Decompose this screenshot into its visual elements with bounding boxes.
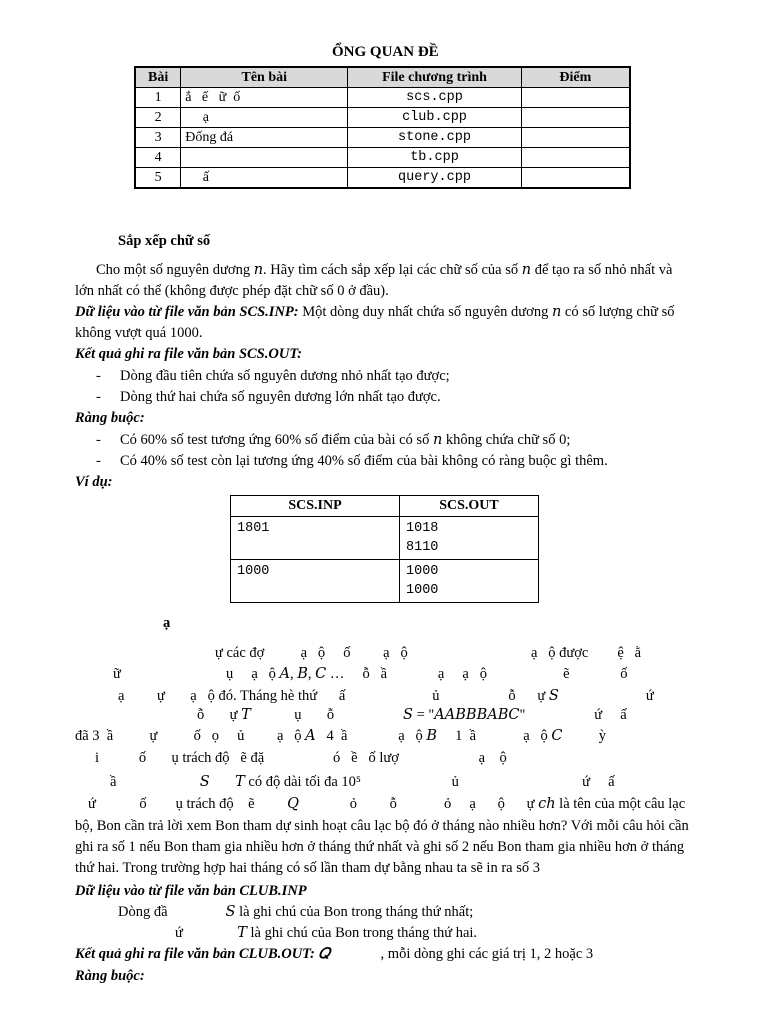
header-cell: Điểm: [521, 67, 630, 88]
problem-summary-table: [134, 66, 631, 189]
table-cell: 2: [135, 108, 181, 128]
table-cell: 1: [135, 88, 181, 108]
input-text: Một dòng duy nhất chứa số nguyên dương 𝑛 có số lượng chữ số: [298, 304, 675, 320]
problem-2-text: đã 3 ầ ự ố ọ ủ ạ ộ 𝐴 4 ầ ạ ộ 𝐵 1 ầ ạ ộ 𝐶 ỳ: [75, 728, 607, 744]
table-cell: [521, 88, 630, 108]
table-row: [135, 88, 630, 108]
table-cell: [521, 148, 630, 168]
table-cell: 4: [135, 148, 181, 168]
club-constraints-label: Ràng buộc:: [75, 968, 145, 984]
table-cell: [181, 148, 348, 168]
list-item: - Có 40% số test còn lại tương ứng 40% số điểm của bài không có ràng buộc gì thêm.: [96, 453, 608, 469]
problem-2-text: ự các đợ ạ ộ ố ạ ộ ạ ộ được ệ ằ: [215, 645, 642, 661]
table-cell: [400, 517, 539, 560]
table-cell: club.cpp: [348, 108, 521, 128]
header-cell: Bài: [135, 67, 181, 88]
problem-2-text: ỗ ự 𝑇 ụ ỗ 𝑆 = "𝐴𝐴𝐵𝐵𝐵𝐴𝐵𝐶" ứ ấ: [197, 707, 627, 723]
example-label: Ví dụ:: [75, 474, 113, 490]
problem-2-text: bộ, Bon cần trả lời xem Bon tham dự sinh hoạt câu lạc bộ đó ở tháng nào nhiều hơn? Với mỗi câu hỏi cần: [75, 818, 689, 834]
problem-2-text: ứ ố ụ trách độ ẽ 𝑄 ỏ ỗ ỏ ạ ộ ự 𝑐ℎ là tên của một câu lạc: [88, 796, 686, 812]
club-output-text: , mỗi dòng ghi các giá trị 1, 2 hoặc 3: [329, 946, 594, 962]
club-output-line: [75, 944, 593, 964]
club-input-line: ứ 𝑇 là ghi chú của Bon trong tháng thứ hai.: [175, 925, 478, 941]
header-cell: SCS.INP: [231, 496, 400, 517]
table-cell: [521, 108, 630, 128]
page-title: ỔNG QUAN ĐỀ: [332, 44, 439, 60]
table-row: [135, 128, 630, 148]
cell-line: 1000: [406, 583, 439, 598]
table-cell: Đống đá: [181, 128, 348, 148]
table-row: [135, 168, 630, 189]
list-item-text: Dòng đầu tiên chứa số nguyên dương nhỏ nhất tạo được;: [120, 368, 450, 384]
table-row: [135, 108, 630, 128]
table-cell: query.cpp: [348, 168, 521, 189]
table-cell: [231, 517, 400, 560]
table-cell: [231, 560, 400, 603]
list-item-text: Có 60% số test tương ứng 60% số điểm của bài có số 𝑛 không chứa chữ số 0;: [120, 432, 571, 448]
problem-1-input-cont: không vượt quá 1000.: [75, 325, 203, 341]
table-cell: ắ ế ữ ố: [181, 88, 348, 108]
problem-2-text: ạ ự ạ ộ đó. Tháng hè thứ ấ ủ ỗ ự 𝑆 ứ: [118, 688, 654, 704]
list-item: - Dòng thứ hai chứa số nguyên dương lớn nhất tạo được.: [96, 389, 441, 405]
header-cell: File chương trình: [348, 67, 521, 88]
table-cell: tb.cpp: [348, 148, 521, 168]
table-cell: scs.cpp: [348, 88, 521, 108]
table-cell: [400, 560, 539, 603]
problem-1-intro-cont: lớn nhất có thể (không được phép đặt chữ số 0 ở đầu).: [75, 283, 389, 299]
table-cell: ấ: [181, 168, 348, 189]
header-cell: SCS.OUT: [400, 496, 539, 517]
output-label: Kết quả ghi ra file văn bản SCS.OUT:: [75, 346, 302, 362]
table-header-row: [231, 496, 539, 517]
problem-2-text: ữ ụ ạ ộ 𝐴, 𝐵, 𝐶 … ỗ ầ ạ ạ ộ ẽ ố: [113, 666, 628, 682]
club-input-label: Dữ liệu vào từ file văn bản CLUB.INP: [75, 883, 307, 899]
club-input-line: Dòng đầ 𝑆 là ghi chú của Bon trong tháng thứ nhất;: [118, 904, 474, 920]
list-item: - Có 60% số test tương ứng 60% số điểm của bài có số 𝑛 không chứa chữ số 0;: [96, 432, 571, 448]
table-cell: 3: [135, 128, 181, 148]
list-item: - Dòng đầu tiên chứa số nguyên dương nhỏ nhất tạo được;: [96, 368, 450, 384]
problem-2-text: ầ 𝑆 𝑇 có độ dài tối đa 10⁵ ủ ứ ấ: [110, 774, 615, 790]
problem-2-text: ghi ra số 1 nếu Bon tham gia nhiều hơn ở tháng thứ nhất và ghi số 2 nếu Bon tham gia nhiều hơn ở tháng: [75, 839, 685, 855]
cell-line: 8110: [406, 540, 439, 555]
table-row: [231, 560, 539, 603]
list-item-text: Dòng thứ hai chứa số nguyên dương lớn nhất tạo được.: [120, 389, 441, 405]
club-output-label: Kết quả ghi ra file văn bản CLUB.OUT: 𝑄: [75, 946, 330, 962]
table-cell: [521, 168, 630, 189]
table-cell: ạ: [181, 108, 348, 128]
problem-2-text: thứ hai. Trong trường hợp hai tháng có số lần tham dự bằng nhau ta sẽ in ra số 3: [75, 860, 540, 876]
list-item-text: Có 40% số test còn lại tương ứng 40% số điểm của bài không có ràng buộc gì thêm.: [120, 453, 608, 469]
problem-1-input-line: [75, 302, 675, 322]
example-table: [230, 495, 539, 603]
problem-1-title: Sắp xếp chữ số: [118, 233, 211, 249]
cell-line: 1000: [237, 564, 270, 579]
table-row: [135, 148, 630, 168]
table-header-row: [135, 67, 630, 88]
table-cell: 5: [135, 168, 181, 189]
table-row: [231, 517, 539, 560]
table-cell: stone.cpp: [348, 128, 521, 148]
problem-2-text: i ố ụ trách độ ẽ đặ ó ề ố lượ ạ ộ: [95, 750, 507, 766]
constraints-label: Ràng buộc:: [75, 410, 145, 426]
cell-line: 1000: [406, 564, 439, 579]
cell-line: 1801: [237, 521, 270, 536]
header-cell: Tên bài: [181, 67, 348, 88]
problem-1-intro: Cho một số nguyên dương 𝑛. Hãy tìm cách sắp xếp lại các chữ số của số 𝑛 để tạo ra số nhỏ nhất và: [96, 262, 673, 278]
cell-line: 1018: [406, 521, 439, 536]
table-cell: [521, 128, 630, 148]
input-label: Dữ liệu vào từ file văn bản SCS.INP:: [75, 304, 299, 320]
problem-2-title: ạ: [163, 615, 171, 631]
